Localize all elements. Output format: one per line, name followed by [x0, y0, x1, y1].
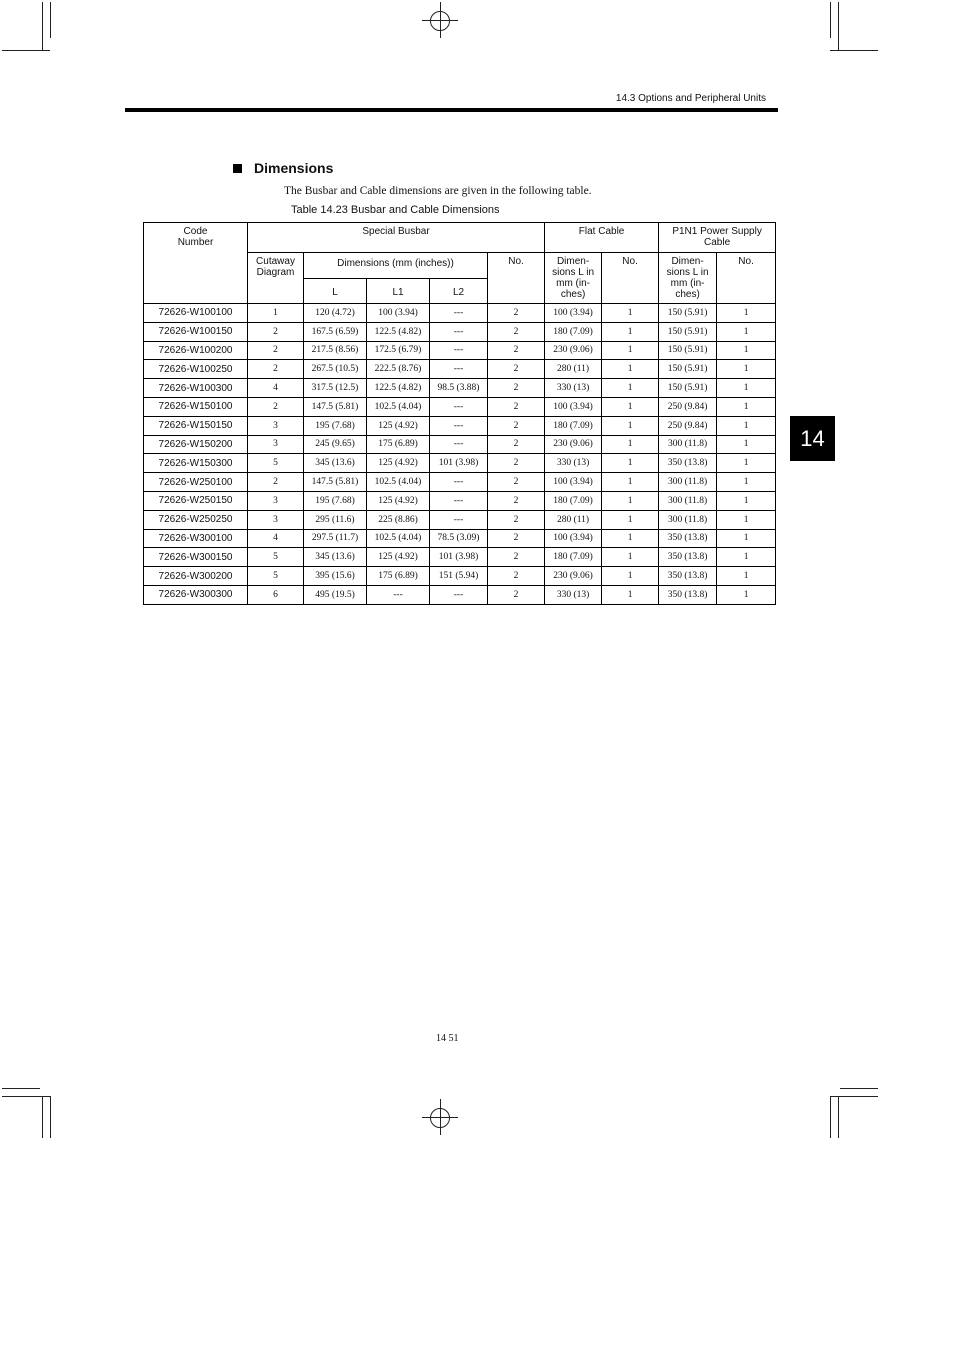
table-cell: 102.5 (4.04)	[367, 473, 430, 492]
table-cell: 175 (6.89)	[367, 567, 430, 586]
table-cell: ---	[430, 491, 488, 510]
table-cell: 350 (13.8)	[659, 548, 717, 567]
table-cell: 4	[248, 529, 304, 548]
table-cell: 1	[717, 416, 776, 435]
table-cell: 2	[488, 473, 545, 492]
table-cell: 2	[488, 360, 545, 379]
table-cell: ---	[430, 585, 488, 604]
table-cell: 1	[602, 360, 659, 379]
table-cell: 125 (4.92)	[367, 548, 430, 567]
square-bullet-icon	[233, 164, 242, 173]
table-row	[144, 416, 776, 435]
table-cell: 180 (7.09)	[545, 322, 602, 341]
table-cell: 100 (3.94)	[545, 473, 602, 492]
table-row	[144, 510, 776, 529]
table-row	[144, 397, 776, 416]
table-row	[144, 304, 776, 323]
table-cell: 5	[248, 567, 304, 586]
table-cell: 72626-W250250	[144, 510, 248, 529]
table-cell: 125 (4.92)	[367, 416, 430, 435]
table-cell: 72626-W150200	[144, 435, 248, 454]
table-cell: 1	[717, 454, 776, 473]
table-cell: 280 (11)	[545, 510, 602, 529]
table-cell: 125 (4.92)	[367, 454, 430, 473]
table-cell: ---	[430, 416, 488, 435]
table-row	[144, 454, 776, 473]
table-row	[144, 529, 776, 548]
table-cell: 1	[602, 510, 659, 529]
table-cell: 1	[602, 416, 659, 435]
table-cell: 280 (11)	[545, 360, 602, 379]
table-cell: 102.5 (4.04)	[367, 529, 430, 548]
table-cell: 300 (11.8)	[659, 473, 717, 492]
table-cell: 300 (11.8)	[659, 491, 717, 510]
header-p1n1-no: No.	[717, 253, 776, 304]
table-cell: 1	[717, 341, 776, 360]
table-cell: 230 (9.06)	[545, 341, 602, 360]
table-cell: 72626-W250150	[144, 491, 248, 510]
table-cell: ---	[430, 360, 488, 379]
table-cell: 72626-W300100	[144, 529, 248, 548]
table-cell: 147.5 (5.81)	[304, 397, 367, 416]
table-cell: 245 (9.65)	[304, 435, 367, 454]
table-cell: 100 (3.94)	[545, 529, 602, 548]
table-cell: 1	[717, 397, 776, 416]
table-cell: ---	[430, 397, 488, 416]
table-cell: 1	[717, 585, 776, 604]
header-p1n1-dimensions-l: Dimen- sions L in mm (in- ches)	[659, 253, 717, 304]
table-cell: 1	[717, 567, 776, 586]
table-cell: 350 (13.8)	[659, 585, 717, 604]
table-cell: 330 (13)	[545, 454, 602, 473]
table-cell: 195 (7.68)	[304, 416, 367, 435]
table-cell: 1	[602, 567, 659, 586]
table-cell: 1	[602, 341, 659, 360]
table-cell: 72626-W100200	[144, 341, 248, 360]
table-row	[144, 473, 776, 492]
table-row	[144, 548, 776, 567]
header-p1n1-cable: P1N1 Power Supply Cable	[659, 223, 776, 253]
table-cell: 72626-W100250	[144, 360, 248, 379]
table-cell: 350 (13.8)	[659, 454, 717, 473]
header-l1: L1	[367, 279, 430, 304]
table-cell: 2	[488, 304, 545, 323]
table-cell: 250 (9.84)	[659, 416, 717, 435]
table-row	[144, 360, 776, 379]
table-cell: 2	[248, 322, 304, 341]
table-cell: 101 (3.98)	[430, 454, 488, 473]
table-cell: ---	[430, 322, 488, 341]
table-cell: 1	[717, 529, 776, 548]
header-flat-dimensions-l: Dimen- sions L in mm (in- ches)	[545, 253, 602, 304]
table-cell: 495 (19.5)	[304, 585, 367, 604]
header-flat-cable: Flat Cable	[545, 223, 659, 253]
table-cell: 317.5 (12.5)	[304, 379, 367, 398]
table-cell: 72626-W150100	[144, 397, 248, 416]
table-cell: 150 (5.91)	[659, 322, 717, 341]
running-header: 14.3 Options and Peripheral Units	[615, 93, 766, 104]
table-cell: 150 (5.91)	[659, 379, 717, 398]
table-cell: 151 (5.94)	[430, 567, 488, 586]
table-cell: 2	[488, 341, 545, 360]
table-cell: ---	[367, 585, 430, 604]
table-cell: 1	[602, 454, 659, 473]
table-cell: 3	[248, 510, 304, 529]
header-rule	[125, 108, 778, 112]
table-caption: Table 14.23 Busbar and Cable Dimensions	[291, 204, 500, 216]
table-cell: 2	[488, 529, 545, 548]
table-cell: 350 (13.8)	[659, 567, 717, 586]
table-cell: 1	[717, 304, 776, 323]
table-cell: 102.5 (4.04)	[367, 397, 430, 416]
table-cell: 72626-W300200	[144, 567, 248, 586]
section-title: Dimensions	[254, 160, 334, 176]
table-cell: 2	[248, 397, 304, 416]
table-cell: 5	[248, 454, 304, 473]
table-cell: 217.5 (8.56)	[304, 341, 367, 360]
table-cell: 3	[248, 416, 304, 435]
header-l2: L2	[430, 279, 488, 304]
header-flat-no: No.	[602, 253, 659, 304]
table-cell: 2	[488, 322, 545, 341]
table-cell: 2	[248, 341, 304, 360]
table-cell: ---	[430, 304, 488, 323]
chapter-tab: 14	[790, 416, 835, 461]
header-dimensions: Dimensions (mm (inches))	[304, 253, 488, 279]
table-cell: 1	[602, 529, 659, 548]
table-cell: 78.5 (3.09)	[430, 529, 488, 548]
table-cell: 300 (11.8)	[659, 435, 717, 454]
table-cell: 1	[602, 585, 659, 604]
table-cell: 2	[488, 454, 545, 473]
table-cell: 2	[248, 360, 304, 379]
table-cell: 72626-W300150	[144, 548, 248, 567]
header-special-busbar: Special Busbar	[248, 223, 545, 253]
table-cell: 1	[602, 473, 659, 492]
table-cell: 1	[602, 491, 659, 510]
table-cell: 300 (11.8)	[659, 510, 717, 529]
table-cell: 2	[488, 548, 545, 567]
table-cell: 295 (11.6)	[304, 510, 367, 529]
table-cell: 1	[602, 322, 659, 341]
table-row	[144, 491, 776, 510]
table-cell: 150 (5.91)	[659, 341, 717, 360]
table-cell: 1	[248, 304, 304, 323]
table-cell: ---	[430, 510, 488, 529]
table-cell: 1	[717, 379, 776, 398]
table-cell: 2	[488, 416, 545, 435]
table-cell: 2	[488, 435, 545, 454]
table-cell: 3	[248, 435, 304, 454]
table-cell: 2	[488, 379, 545, 398]
table-cell: 72626-W100100	[144, 304, 248, 323]
table-row	[144, 322, 776, 341]
table-cell: 2	[488, 585, 545, 604]
table-cell: 1	[717, 322, 776, 341]
table-cell: 150 (5.91)	[659, 304, 717, 323]
table-cell: 175 (6.89)	[367, 435, 430, 454]
table-row	[144, 341, 776, 360]
table-cell: 147.5 (5.81)	[304, 473, 367, 492]
section-heading	[233, 160, 333, 176]
table-cell: 1	[717, 548, 776, 567]
table-cell: 1	[602, 379, 659, 398]
table-cell: 122.5 (4.82)	[367, 379, 430, 398]
table-cell: 72626-W250100	[144, 473, 248, 492]
table-cell: 100 (3.94)	[367, 304, 430, 323]
table-cell: 195 (7.68)	[304, 491, 367, 510]
table-cell: 1	[717, 491, 776, 510]
table-cell: 125 (4.92)	[367, 491, 430, 510]
table-cell: 297.5 (11.7)	[304, 529, 367, 548]
table-row	[144, 567, 776, 586]
table-cell: 1	[602, 397, 659, 416]
table-cell: 101 (3.98)	[430, 548, 488, 567]
table-cell: 1	[602, 548, 659, 567]
table-cell: 1	[717, 510, 776, 529]
table-cell: 72626-W150150	[144, 416, 248, 435]
header-cutaway-diagram: Cutaway Diagram	[248, 253, 304, 304]
table-cell: 2	[488, 567, 545, 586]
table-row	[144, 435, 776, 454]
table-cell: ---	[430, 341, 488, 360]
table-row	[144, 585, 776, 604]
header-l: L	[304, 279, 367, 304]
table-cell: 2	[488, 397, 545, 416]
table-cell: 2	[488, 510, 545, 529]
table-cell: 6	[248, 585, 304, 604]
dimensions-table	[143, 222, 776, 605]
table-cell: 230 (9.06)	[545, 435, 602, 454]
table-cell: 330 (13)	[545, 585, 602, 604]
table-cell: 72626-W100150	[144, 322, 248, 341]
table-cell: 222.5 (8.76)	[367, 360, 430, 379]
table-cell: 4	[248, 379, 304, 398]
table-cell: ---	[430, 435, 488, 454]
table-cell: 72626-W150300	[144, 454, 248, 473]
table-cell: 1	[717, 435, 776, 454]
header-code-number: Code Number	[144, 223, 248, 304]
table-cell: 345 (13.6)	[304, 454, 367, 473]
table-cell: 150 (5.91)	[659, 360, 717, 379]
table-cell: 1	[717, 360, 776, 379]
table-cell: 395 (15.6)	[304, 567, 367, 586]
table-cell: 230 (9.06)	[545, 567, 602, 586]
table-cell: 172.5 (6.79)	[367, 341, 430, 360]
table-cell: 225 (8.86)	[367, 510, 430, 529]
table-cell: 72626-W300300	[144, 585, 248, 604]
table-cell: 98.5 (3.88)	[430, 379, 488, 398]
table-cell: 72626-W100300	[144, 379, 248, 398]
table-cell: 330 (13)	[545, 379, 602, 398]
header-busbar-no: No.	[488, 253, 545, 304]
table-cell: 3	[248, 491, 304, 510]
table-cell: 250 (9.84)	[659, 397, 717, 416]
table-cell: ---	[430, 473, 488, 492]
table-cell: 180 (7.09)	[545, 416, 602, 435]
table-cell: 267.5 (10.5)	[304, 360, 367, 379]
table-cell: 167.5 (6.59)	[304, 322, 367, 341]
table-cell: 2	[488, 491, 545, 510]
table-cell: 180 (7.09)	[545, 548, 602, 567]
table-cell: 100 (3.94)	[545, 397, 602, 416]
table-cell: 1	[602, 304, 659, 323]
table-cell: 345 (13.6)	[304, 548, 367, 567]
table-cell: 120 (4.72)	[304, 304, 367, 323]
table-cell: 100 (3.94)	[545, 304, 602, 323]
table-cell: 180 (7.09)	[545, 491, 602, 510]
intro-paragraph: The Busbar and Cable dimensions are given in the following table.	[284, 185, 592, 197]
table-row	[144, 379, 776, 398]
table-cell: 5	[248, 548, 304, 567]
table-cell: 1	[602, 435, 659, 454]
table-cell: 1	[717, 473, 776, 492]
table-cell: 122.5 (4.82)	[367, 322, 430, 341]
table-cell: 350 (13.8)	[659, 529, 717, 548]
page-number: 14 51	[436, 1033, 459, 1044]
table-cell: 2	[248, 473, 304, 492]
